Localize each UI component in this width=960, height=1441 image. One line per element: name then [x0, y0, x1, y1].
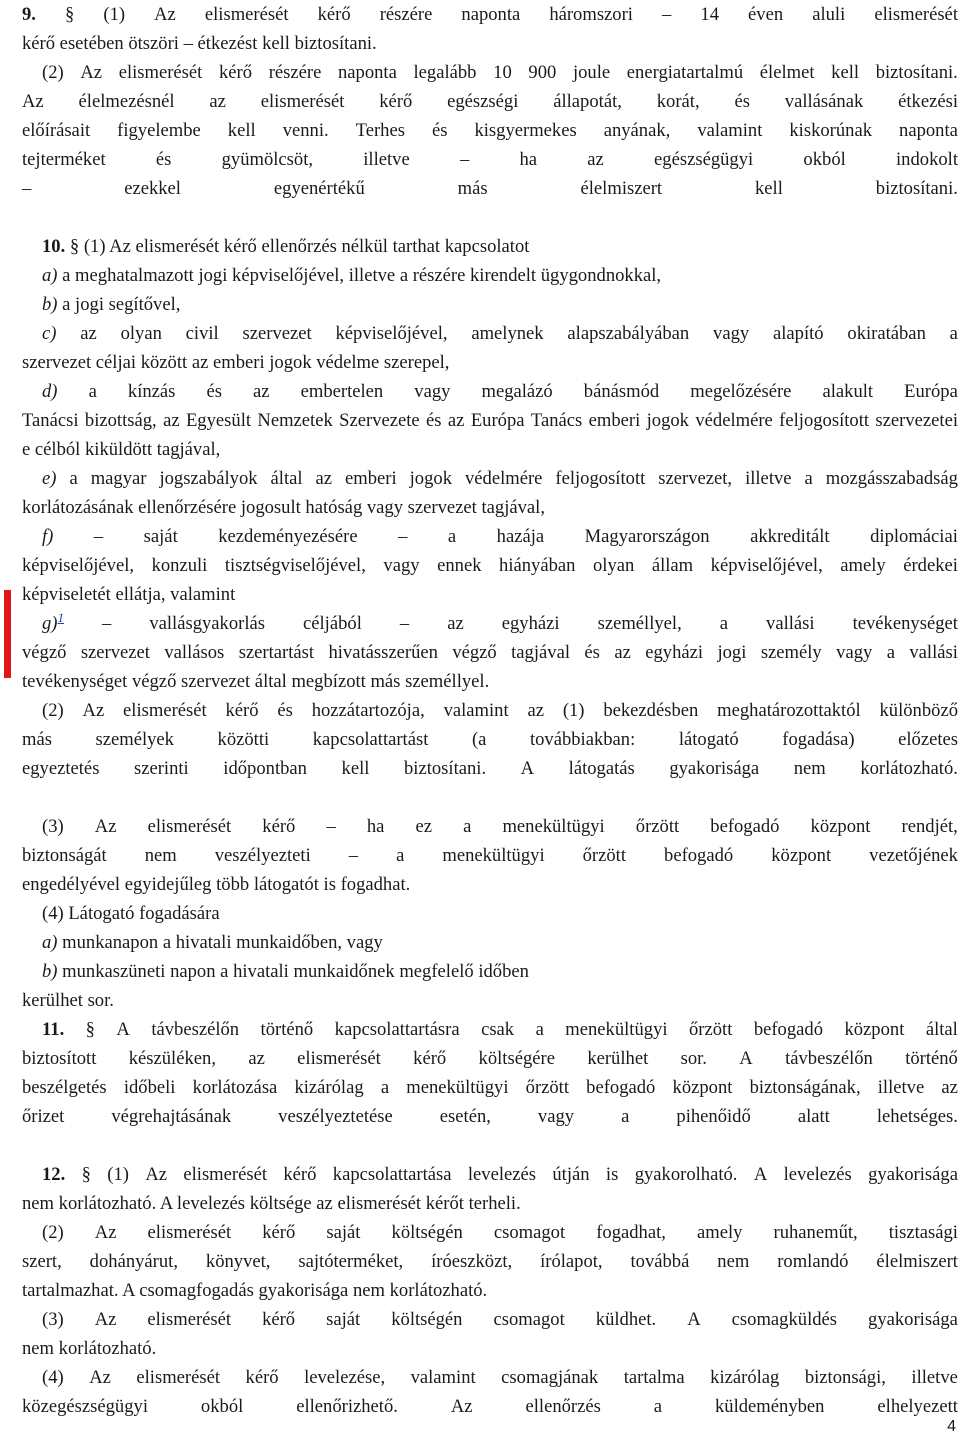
text-line: b) munkaszüneti napon a hivatali munkaidőnek megfelelő időben: [42, 961, 529, 982]
text-line: (2) Az elismerését kérő és hozzátartozója, valamint az (1) bekezdésben meghatározottaktól különböző: [42, 700, 958, 721]
text-line: (4) Az elismerését kérő levelezése, valamint csomagjának tartalma kizárólag biztonsági, illetve: [42, 1367, 958, 1388]
text-line: e célból kiküldött tagjával,: [22, 439, 221, 460]
text-line: a) munkanapon a hivatali munkaidőben, vagy: [42, 932, 383, 953]
list-item-g: [22, 609, 958, 696]
text-line: szert, dohányárut, könyvet, sajtóterméket, íróeszközt, írólapot, továbbá nem romlandó élelmiszert: [22, 1251, 958, 1272]
section-9-paragraph-2: [22, 58, 958, 232]
text-line: más személyek közötti kapcsolattartást (a továbbiakban: látogató fogadása) előzetes: [22, 729, 958, 750]
text-line: (2) Az elismerését kérő saját költségén csomagot fogadhat, amely ruhaneműt, tisztasági: [42, 1222, 958, 1243]
document-page: [22, 0, 958, 1421]
text-line: közegészségügyi okból ellenőrizhető. Az ellenőrzés a küldeményben elhelyezett: [22, 1396, 958, 1417]
text-line: f) – saját kezdeményezésére – a hazája Magyarországon akkreditált diplomáciai: [42, 526, 958, 547]
text-line: kérő esetében ötszöri – étkezést kell biztosítani.: [22, 33, 377, 54]
footnote-link[interactable]: 1: [57, 609, 64, 625]
text-line: biztonságát nem veszélyezteti – a menekültügyi őrzött befogadó központ vezetőjének: [22, 845, 958, 866]
section-12-paragraph-3: [22, 1305, 958, 1363]
text-line: korlátozásának ellenőrzésére jogosult hatóság vagy szervezet tagjával,: [22, 497, 545, 518]
section-10-paragraph-2: [22, 696, 958, 812]
list-item-f: [22, 522, 958, 609]
text-line: előírásait figyelembe kell venni. Terhes és kisgyermekes anyának, valamint kiskorúnak naponta: [22, 120, 958, 141]
list-label: g)$^1$: [42, 609, 64, 634]
text-line: [22, 783, 958, 812]
text-line: tejterméket és gyümölcsöt, illetve – ha az egészségügyi okból indokolt: [22, 149, 958, 170]
section-12-paragraph-2: [22, 1218, 958, 1305]
list-item-c: [22, 319, 958, 377]
text-line: – ezekkel egyenértékű más élelmiszert kell biztosítani.: [22, 178, 958, 199]
section-11: [22, 1015, 958, 1160]
text-line: tartalmazhat. A csomagfogadás gyakorisága nem korlátozható.: [22, 1280, 488, 1301]
text-line: 9. § (1) Az elismerését kérő részére naponta háromszori – 14 éven aluli elismerését: [22, 4, 958, 25]
text-line: c) az olyan civil szervezet képviselőjével, amelynek alapszabályában vagy alapító okiratában a: [42, 323, 958, 344]
section-12-paragraph-4: [22, 1363, 958, 1421]
list-item-b: [22, 290, 958, 319]
text-line: b) a jogi segítővel,: [42, 294, 181, 315]
text-line: Az élelmezésnél az elismerését kérő egészségi állapotát, korát, és vallásának étkezési: [22, 91, 958, 112]
text-line: [22, 203, 958, 232]
text-line: beszélgetés időbeli korlátozása kizárólag a menekültügyi őrzött befogadó központ biztonságának, illetve az: [22, 1077, 958, 1098]
text-line: d) a kínzás és az embertelen vagy megalázó bánásmód megelőzésére alakult Európa: [42, 381, 958, 402]
text-line: szervezet céljai között az emberi jogok védelme szerepel,: [22, 352, 450, 373]
text-line: nem korlátozható. A levelezés költsége az elismerését kérőt terheli.: [22, 1193, 521, 1214]
text-line: (2) Az elismerését kérő részére naponta legalább 10 900 joule energiatartalmú élelmet kell biztosítani.: [42, 62, 958, 83]
text-line: 12. § (1) Az elismerését kérő kapcsolattartása levelezés útján is gyakorolható. A levelezés gyakorisága: [42, 1164, 958, 1185]
list-item-a: [22, 261, 958, 290]
text-line: tevékenységet végző szervezet által megbízott más személlyel.: [22, 671, 490, 692]
text-line: e) a magyar jogszabályok által az emberi jogok védelmére feljogosított szervezet, illetve a mozgásszabadság: [42, 468, 958, 489]
section-10-paragraph-4: [22, 899, 958, 1015]
text-line: a) a meghatalmazott jogi képviselőjével, illetve a részére kirendelt ügygondnokkal,: [42, 265, 662, 286]
text-line: (3) Az elismerését kérő – ha ez a menekültügyi őrzött befogadó központ rendjét,: [42, 816, 958, 837]
section-10-paragraph-3: [22, 812, 958, 899]
text-line: képviselőjével, konzuli tisztségviselőjével, vagy ennek hiányában olyan állam képviselőjével, amely érdekei: [22, 555, 958, 576]
section-9: [22, 0, 958, 58]
text-line: (4) Látogató fogadására: [42, 903, 220, 924]
section-12-paragraph-1: [22, 1160, 958, 1218]
text-line: 11. § A távbeszélőn történő kapcsolattartásra csak a menekültügyi őrzött befogadó központ által: [42, 1019, 958, 1040]
text-line: g)$^1$ – vallásgyakorlás céljából – az egyházi személlyel, a vallási tevékenységet: [22, 609, 958, 638]
page-number: 4: [947, 1418, 956, 1435]
text-line: nem korlátozható.: [22, 1338, 157, 1359]
text-line: 10. § (1) Az elismerését kérő ellenőrzés nélkül tarthat kapcsolatot: [42, 236, 530, 257]
text-line: (3) Az elismerését kérő saját költségén csomagot küldhet. A csomagküldés gyakorisága: [42, 1309, 958, 1330]
text-line: [22, 1131, 958, 1160]
text-line: kerülhet sor.: [22, 990, 114, 1011]
text-line: biztosított készüléken, az elismerését kérő költségére kerülhet sor. A távbeszélőn történő: [22, 1048, 958, 1069]
text-line: engedélyével egyidejűleg több látogatót is fogadhat.: [22, 874, 411, 895]
text-line: képviseletét ellátja, valamint: [22, 584, 236, 605]
amendment-marker: [4, 590, 11, 678]
section-10-paragraph-1: [22, 232, 958, 261]
text-line: őrizet végrehajtásának veszélyeztetése esetén, vagy a pihenőidő alatt lehetséges.: [22, 1106, 958, 1127]
text-line: végző szervezet vallásos szertartást hivatásszerűen végző tagjával és az egyházi jogi személy vagy a vallási: [22, 642, 958, 663]
list-item-e: [22, 464, 958, 522]
text-line: Tanácsi bizottság, az Egyesült Nemzetek Szervezete és az Európa Tanács emberi jogok védelmére feljogosított szervezetei: [22, 410, 958, 431]
list-item-d: [22, 377, 958, 464]
text-line: egyeztetés szerinti időpontban kell biztosítani. A látogatás gyakorisága nem korlátozható.: [22, 758, 958, 779]
